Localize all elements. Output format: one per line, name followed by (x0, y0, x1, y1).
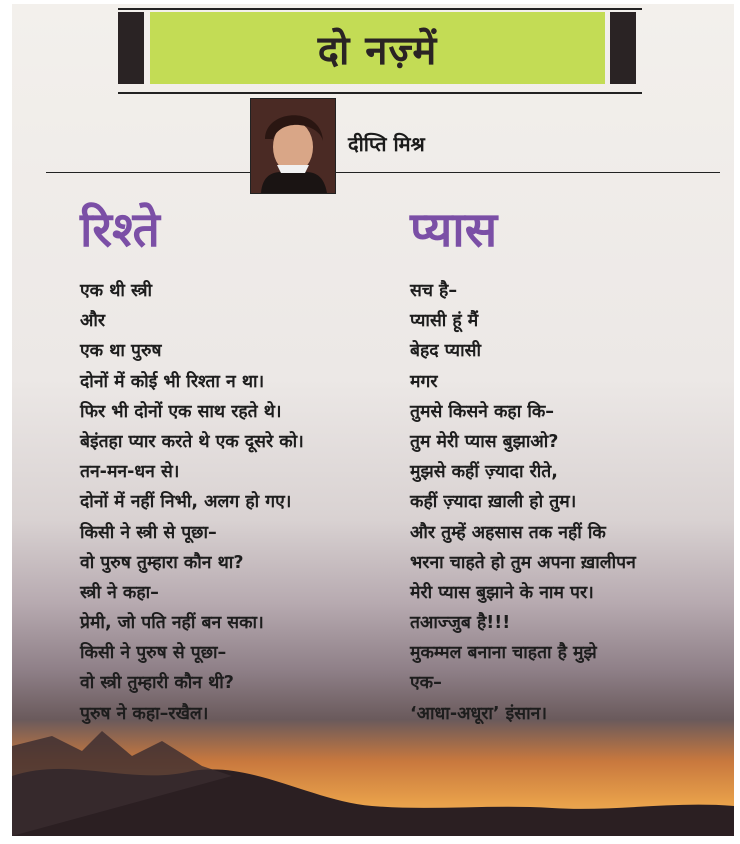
poem-line: एक था पुरुष (80, 341, 162, 362)
poem-line: तन-मन-धन से। (80, 462, 180, 483)
top-rule (118, 8, 642, 10)
poem-line: वो पुरुष तुम्हारा कौन था? (80, 552, 244, 573)
poem-line: किसी ने स्त्री से पूछा– (80, 522, 217, 543)
poem-line: तुमसे किसने कहा कि– (410, 401, 555, 422)
poem-line: दोनों में कोई भी रिश्ता न था। (80, 371, 265, 392)
author-photo (250, 98, 336, 194)
poem-line: तुम मेरी प्यास बुझाओ? (410, 431, 559, 452)
poem-line: और (80, 311, 106, 332)
poem-title-rishte: रिश्ते (80, 202, 160, 258)
poem-line: पुरुष ने कहा–रखैल। (80, 703, 209, 724)
poem-line: मेरी प्यास बुझाने के नाम पर। (410, 582, 594, 603)
poem-line: बेइंतहा प्यार करते थे एक दूसरे को। (80, 431, 304, 452)
poem-line: बेहद प्यासी (410, 341, 481, 362)
poem-title-pyaas: प्यास (410, 202, 498, 258)
header-right-bar (610, 12, 636, 84)
poem-line: वो स्त्री तुम्हारी कौन थी? (80, 673, 234, 694)
poem-line: ‘आधा-अधूरा’ इंसान। (410, 703, 547, 724)
poem-line: एक थी स्त्री (80, 281, 153, 301)
poem-lines-rishte (80, 276, 304, 729)
poem-line: प्यासी हूं मैं (410, 311, 479, 332)
poem-lines-pyaas (410, 276, 636, 729)
poem-line: किसी ने पुरुष से पूछा– (80, 643, 227, 664)
byline-rule (46, 172, 720, 173)
poem-line: मगर (410, 371, 438, 392)
poem-line: भरना चाहते हो तुम अपना ख़ालीपन (410, 552, 636, 573)
poem-line: और तुम्हें अहसास तक नहीं कि (410, 522, 606, 543)
poem-line: एक– (410, 673, 442, 694)
poem-line: तआज्जुब है!!! (410, 613, 511, 634)
header-banner (150, 12, 605, 84)
header-left-bar (118, 12, 144, 84)
author-name: दीप्ति मिश्र (348, 132, 425, 156)
silhouette-landscape (12, 716, 734, 836)
poem-line: फिर भी दोनों एक साथ रहते थे। (80, 401, 282, 422)
poem-line: कहीं ज़्यादा ख़ाली हो तुम। (410, 492, 577, 513)
poem-line: मुकम्मल बनाना चाहता है मुझे (410, 643, 597, 664)
poem-line: स्त्री ने कहा– (80, 582, 159, 603)
poem-line: प्रेमी, जो पति नहीं बन सका। (80, 613, 264, 634)
header-bottom-rule (118, 92, 642, 94)
page-title: दो नज़्में (317, 27, 438, 74)
poem-line: दोनों में नहीं निभी, अलग हो गए। (80, 492, 292, 513)
poem-line: मुझसे कहीं ज़्यादा रीते, (410, 462, 558, 483)
poem-line: सच है– (410, 281, 458, 301)
